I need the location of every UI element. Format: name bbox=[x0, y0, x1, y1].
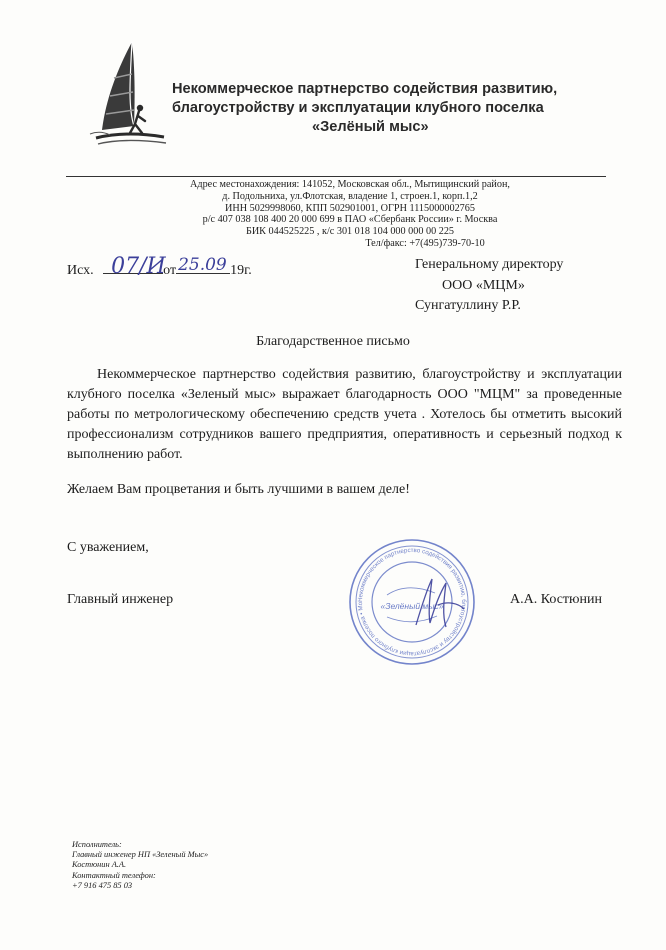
outgoing-number: 07/И bbox=[111, 254, 166, 279]
requisites-line: ИНН 5029998060, КПП 502901001, ОГРН 1115000002765 bbox=[225, 202, 475, 214]
addressee-company: ООО «МЦМ» bbox=[442, 277, 525, 293]
footer-contact bbox=[72, 840, 208, 891]
org-name-line2: благоустройству и эксплуатации клубного поселка bbox=[172, 100, 544, 116]
letter-title: Благодарственное письмо bbox=[256, 334, 410, 349]
regards-line: С уважением, bbox=[67, 540, 149, 555]
bank-account-line: р/с 407 038 108 400 20 000 699 в ПАО «Сбербанк России» г. Москва bbox=[202, 214, 498, 226]
stamp-center-text: «Зелёный мыс» bbox=[380, 601, 444, 611]
address-line: Адрес местонахождения: 141052, Московская обл., Мытищинский район, bbox=[190, 179, 510, 190]
address-line: д. Подольниха, ул.Флотская, владение 1, строен.1, корп.1,2 bbox=[222, 190, 478, 202]
handwritten-signature bbox=[408, 575, 468, 630]
outgoing-year: 19г. bbox=[230, 263, 252, 278]
outgoing-number-field bbox=[103, 254, 166, 279]
org-name-line1: Некоммерческое партнерство содействия развитию, bbox=[172, 81, 558, 97]
addressee-position: Генеральному директору bbox=[415, 257, 564, 272]
org-name bbox=[172, 80, 632, 137]
outgoing-from-word: от bbox=[163, 263, 177, 278]
address-block bbox=[140, 179, 560, 250]
stamp-ring-text: Некоммерческое партнерство содействия развитию, благоустройству и эксплуатации клубного поселка • Мо bbox=[356, 546, 468, 658]
footer-line: Контактный телефон: bbox=[72, 870, 156, 880]
footer-line: Исполнитель: bbox=[72, 840, 122, 849]
footer-line: Костюнин А.А. bbox=[72, 860, 127, 870]
outgoing-date-field bbox=[176, 255, 230, 275]
header-divider bbox=[66, 176, 606, 177]
windsurfer-logo-icon bbox=[88, 38, 172, 148]
footer-line: Главный инженер НП «Зеленый Мыс» bbox=[72, 850, 209, 860]
wish-line: Желаем Вам процветания и быть лучшими в вашем деле! bbox=[67, 482, 410, 497]
body-paragraph: Некоммерческое партнерство содействия развитию, благоустройству и эксплуатации клубного поселка «Зеленый мыс» выражает благодарность ООО "МЦМ" за проведенные работы по метрологическому обеспечению средств учета . Хотелось бы отметить высокий профессионализм сотрудников вашего предприятия, оперативность и серьезный подход к выполнению работ. bbox=[67, 367, 622, 462]
footer-phone: +7 916 475 85 03 bbox=[72, 880, 133, 890]
org-name-line3: «Зелёный мыс» bbox=[312, 119, 429, 135]
outgoing-date: 25.09 bbox=[178, 255, 227, 275]
bank-code-line: БИК 044525225 , к/с 301 018 104 000 000 00 225 bbox=[245, 226, 455, 238]
signer-position: Главный инженер bbox=[67, 592, 174, 607]
phone-line: Тел/факс: +7(495)739-70-10 bbox=[365, 237, 485, 249]
addressee-block bbox=[415, 255, 563, 317]
outgoing-prefix: Исх. bbox=[67, 263, 94, 278]
outgoing-reference bbox=[67, 254, 252, 279]
letter-body bbox=[67, 365, 622, 465]
signer-name: А.А. Костюнин bbox=[510, 592, 602, 607]
addressee-name: Сунгатуллину Р.Р. bbox=[415, 298, 521, 313]
